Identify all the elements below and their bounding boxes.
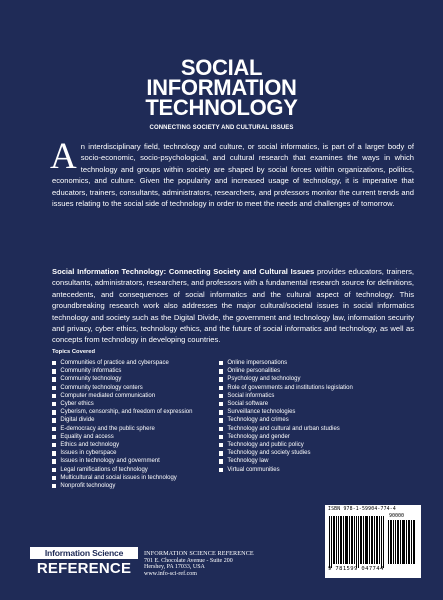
topic-label: Online personalities [227,368,281,375]
topic-label: Social software [227,401,269,408]
square-bullet-icon [52,361,56,365]
topic-label: Role of governments and institutions legislation [227,384,353,391]
description-text: provides educators, trainers, consultants, administrators, researchers, and professors with a fundamental research source for definitions, antecedents, and consequences of social informatics and the cultural aspect of technology. This groundbreaking research work also addresses the major cultural/societal issues in social informatics technology and society such as the Digital Divide, the government and technology law, information security and privacy, cyber ethics, technology ethics, and the future of social informatics and technology, as well as concepts from technology in developing countries. [52,267,414,345]
topic-label: Ethics and technology [60,442,120,449]
topic-item [219,384,409,392]
barcode-main-bars [329,516,385,568]
description-book-title: Social Information Technology: Connecting Society and Cultural Issues [52,267,315,276]
topic-item [52,482,207,490]
title-line-3: TECHNOLOGY [145,95,298,120]
topic-item [219,441,409,449]
logo-top-text: Information Science [30,547,138,559]
topic-label: E-democracy and the public sphere [60,425,155,432]
topic-label: Communities of practice and cyberspace [60,360,169,366]
description-paragraph [52,266,414,346]
topic-item [219,466,409,474]
barcode-digits: 9 781599 047744 [328,566,384,572]
square-bullet-icon [52,451,56,455]
square-bullet-icon [52,443,56,447]
square-bullet-icon [52,435,56,439]
topic-label: Issues in technology and government [60,458,160,465]
topics-heading: Topics Covered [52,349,96,355]
publisher-logo [30,547,138,578]
topic-label: Cyber ethics [60,401,94,408]
topic-label: Nonprofit technology [60,483,116,490]
topic-item [219,433,409,441]
topic-item [219,375,409,383]
topic-label: Technology and crimes [227,417,289,424]
topic-item [219,359,409,367]
topic-label: Social informatics [227,392,275,399]
title-line-2: INFORMATION [146,75,297,100]
topic-item [219,449,409,457]
topics-column-2 [219,359,409,474]
topic-item [52,425,207,433]
publisher-url: www.info-sci-ref.com [144,570,197,577]
topic-item [219,392,409,400]
square-bullet-icon [219,402,223,406]
square-bullet-icon [219,369,223,373]
topic-item [219,457,409,465]
topic-label: Digital divide [60,417,95,424]
topic-item [52,392,207,400]
topic-item [52,474,207,482]
topic-item [52,408,207,416]
topic-item [52,441,207,449]
square-bullet-icon [219,435,223,439]
topic-label: Equality and access [60,433,114,440]
square-bullet-icon [52,394,56,398]
square-bullet-icon [52,418,56,422]
publisher-name: INFORMATION SCIENCE REFERENCE [144,550,254,557]
topic-item [52,384,207,392]
topic-item [52,375,207,383]
square-bullet-icon [52,427,56,431]
topic-item [52,433,207,441]
topic-label: Community technology [60,376,122,383]
square-bullet-icon [52,386,56,390]
topic-item [52,449,207,457]
topic-label: Virtual communities [227,466,280,473]
square-bullet-icon [52,377,56,381]
publisher-address-line-2: Hershey, PA 17033, USA [144,564,205,571]
topic-label: Technology and gender [227,433,290,440]
topic-item [52,359,207,367]
isbn-label: ISBN 978-1-59904-774-4 [328,507,396,512]
topic-label: Legal ramifications of technology [60,466,148,473]
title-line-1: SOCIAL [180,55,263,80]
square-bullet-icon [219,418,223,422]
subtitle: CONNECTING SOCIETY AND CULTURAL ISSUES [149,125,294,131]
intro-paragraph [50,136,414,209]
square-bullet-icon [219,386,223,390]
topic-item [219,400,409,408]
topic-label: Cyberism, censorship, and freedom of expression [60,409,193,416]
square-bullet-icon [52,410,56,414]
publisher-address-line-1: 701 E. Chocolate Avenue - Suite 200 [144,557,233,564]
topic-label: Multicultural and social issues in technology [60,474,177,481]
topic-item [52,466,207,474]
square-bullet-icon [52,484,56,488]
intro-text: n interdisciplinary field, technology and culture, or social informatics, is part of a larger body of socio-economic, socio-psychological, and cultural research that examines the ways in which technology and groups within society are shaped by social forces within organizations, politics, economics, and culture. Given the popularity and increased usage of technology, it is imperative that educators, trainers, consultants, administrators, researchers, and professors monitor the current trends and issues relating to the social side of technology in order to meet the needs and challenges of tomorrow. [52,142,414,209]
topic-label: Technology law [227,458,269,465]
topic-label: Issues in cyberspace [60,450,117,457]
topic-label: Online impersonations [227,360,288,366]
topic-item [52,400,207,408]
title-block [0,55,443,131]
square-bullet-icon [219,427,223,431]
drop-cap: A [50,136,77,177]
square-bullet-icon [219,394,223,398]
topic-label: Surveillance technologies [227,409,296,416]
square-bullet-icon [219,468,223,472]
square-bullet-icon [52,476,56,480]
topic-label: Community technology centers [60,384,143,391]
topic-item [219,408,409,416]
square-bullet-icon [52,369,56,373]
topic-item [219,367,409,375]
topic-label: Psychology and technology [227,376,301,383]
square-bullet-icon [219,459,223,463]
topic-item [219,425,409,433]
topic-item [52,416,207,424]
logo-bottom-text: REFERENCE [36,560,132,577]
publisher-info [144,551,254,577]
barcode-addon-number: 90000 [389,513,405,519]
square-bullet-icon [52,402,56,406]
square-bullet-icon [52,468,56,472]
topic-label: Technology and society studies [227,450,311,457]
isbn-barcode [325,505,421,578]
square-bullet-icon [219,410,223,414]
topics-column-1 [52,359,207,490]
square-bullet-icon [219,377,223,381]
topic-label: Technology and cultural and urban studies [227,425,340,432]
barcode-addon-bars [388,520,416,564]
square-bullet-icon [52,459,56,463]
topic-item [219,416,409,424]
topic-label: Computer mediated communication [60,392,156,399]
topic-item [52,367,207,375]
topic-item [52,457,207,465]
square-bullet-icon [219,451,223,455]
square-bullet-icon [219,443,223,447]
topic-label: Technology and public policy [227,442,304,449]
square-bullet-icon [219,361,223,365]
topic-label: Community informatics [60,368,122,375]
